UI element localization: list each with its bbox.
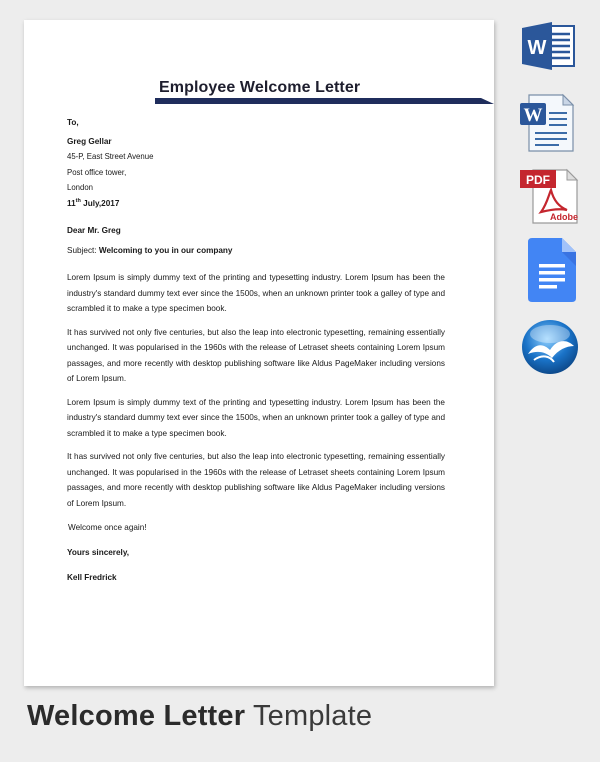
word-letter: W	[527, 37, 547, 59]
letter-date	[67, 196, 445, 212]
subject-label: Subject:	[67, 245, 97, 255]
openoffice-icon[interactable]	[520, 318, 580, 376]
title-underline	[155, 97, 494, 105]
body-paragraph: It has survived not only five centuries, but also the leap into electronic typesetting, remaining essentially unchanged. It was popularised in the 1960s with the release of Letraset sheets containing Lorem Ipsum passages, and more recently with desktop publishing software like Aldus PageMaker including versions of Lorem Ipsum.	[67, 327, 445, 383]
address-line: 45-P, East Street Avenue	[67, 152, 154, 161]
closing-note: Welcome once again!	[68, 523, 147, 532]
body-paragraph: It has survived not only five centuries, but also the leap into electronic typesetting, remaining essentially unchanged. It was popularised in the 1960s with the release of Letraset sheets containing Lorem Ipsum passages, and more recently with desktop publishing software like Aldus PageMaker including versions of Lorem Ipsum.	[67, 452, 445, 508]
caption-light: Template	[245, 700, 373, 732]
address-line: London	[67, 183, 94, 192]
salutation: Dear Mr. Greg	[67, 226, 121, 235]
body-paragraph: Lorem Ipsum is simply dummy text of the printing and typesetting industry. Lorem Ipsum has been the industry's standard dummy text ever since the 1500s, when an unknown printer took a galley of type and scrambled it to make a type specimen book.	[67, 397, 445, 438]
to-label: To,	[67, 118, 79, 127]
word-doc-letter: W	[523, 105, 543, 126]
template-caption	[27, 700, 372, 733]
address-line: Post office tower,	[67, 167, 127, 177]
word-document-icon[interactable]	[519, 93, 577, 153]
date-rest: July,2017	[80, 198, 120, 208]
ms-word-icon[interactable]	[520, 22, 578, 70]
pdf-label: PDF	[526, 173, 550, 187]
google-docs-icon[interactable]	[526, 236, 578, 304]
date-day: 11	[67, 198, 76, 208]
sign-off: Yours sincerely,	[67, 547, 130, 557]
caption-bold: Welcome Letter	[27, 700, 246, 732]
adobe-label: Adobe	[550, 212, 578, 222]
document-title: Employee Welcome Letter	[159, 79, 361, 96]
body-paragraph: Lorem Ipsum is simply dummy text of the printing and typesetting industry. Lorem Ipsum has been the industry's standard dummy text ever since the 1500s, when an unknown printer took a galley of type and scrambled it to make a type specimen book.	[67, 273, 445, 313]
subject-line	[67, 243, 445, 259]
letter-body	[67, 115, 445, 586]
recipient-name: Greg Gellar	[67, 136, 112, 146]
signer-name: Kell Fredrick	[67, 573, 117, 582]
letter-page	[24, 20, 494, 686]
adobe-pdf-icon[interactable]	[519, 168, 579, 224]
subject-text: Welcoming to you in our company	[96, 245, 233, 255]
date-suffix: th	[75, 197, 81, 204]
